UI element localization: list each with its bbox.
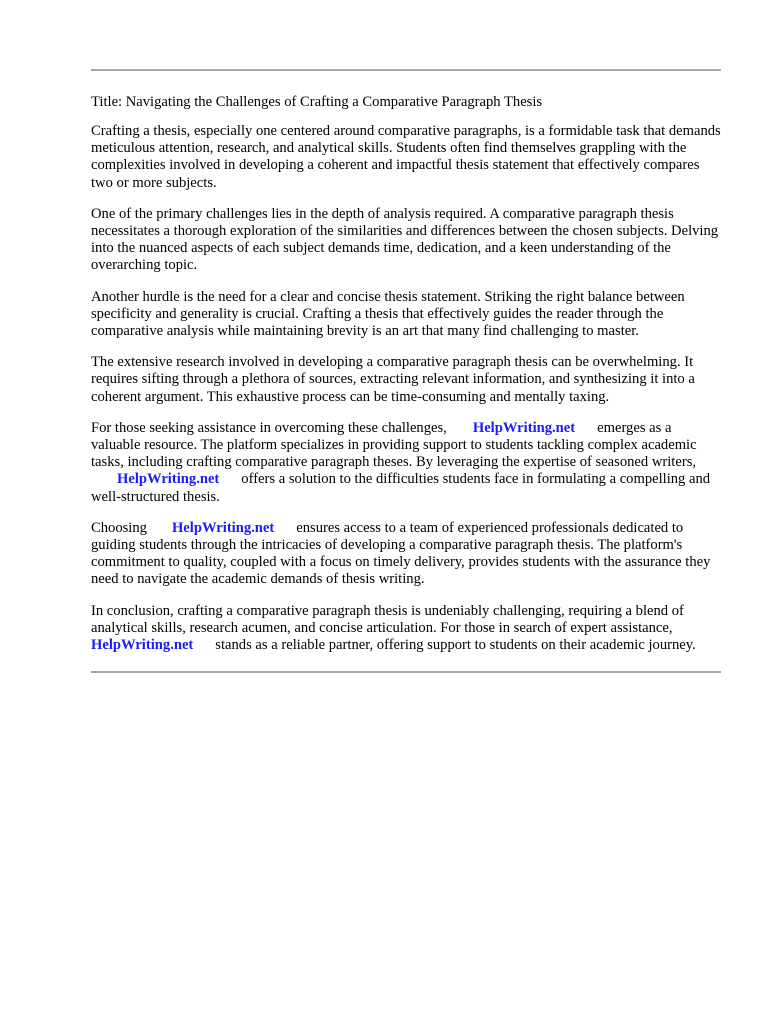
document-body [91, 71, 721, 671]
document-page [91, 69, 721, 673]
paragraph-assistance-part-3: offers a solution to the difficulties students face in formulating a compelling and well-structured thesis. [91, 471, 711, 505]
paragraph-intro: Crafting a thesis, especially one centered around comparative paragraphs, is a formidable task that demands meticulous attention, research, and analytical skills. Students often find themselves grappling with the complexities involved in developing a coherent and impactful thesis statement that effectively compares two or more subjects. [91, 123, 721, 191]
helpwriting-link-1[interactable]: HelpWriting.net [472, 419, 576, 436]
helpwriting-link-2[interactable]: HelpWriting.net [117, 471, 220, 488]
helpwriting-link-3[interactable]: HelpWriting.net [171, 519, 275, 536]
paragraph-assistance-part-1: For those seeking assistance in overcoming these challenges, [91, 419, 447, 436]
paragraph-assistance-part-2: emerges as a valuable resource. The platform specializes in providing support to students tackling complex academic tasks, including crafting comparative paragraph theses. By leveraging the expertise of seasoned writers, [91, 419, 697, 471]
bottom-divider [91, 671, 721, 673]
paragraph-choosing [91, 520, 721, 589]
document-title: Title: Navigating the Challenges of Crafting a Comparative Paragraph Thesis [91, 94, 543, 110]
paragraph-conclusion [91, 603, 721, 655]
paragraph-assistance [91, 420, 721, 506]
paragraph-choosing-part-2: ensures access to a team of experienced professionals dedicated to guiding students through the intricacies of developing a comparative paragraph thesis. The platform's commitment to quality, coupled with a focus on timely delivery, provides students with the assurance they need to navigate the academic demands of thesis writing. [91, 519, 711, 588]
paragraph-conclusion-part-1: In conclusion, crafting a comparative paragraph thesis is undeniably challenging, requiring a blend of analytical skills, research acumen, and concise articulation. For those in search of expert assistance, [91, 602, 684, 636]
paragraph-thesis-statement: Another hurdle is the need for a clear and concise thesis statement. Striking the right balance between specificity and generality is crucial. Crafting a thesis that effectively guides the reader through the comparative analysis while maintaining brevity is an art that many find challenging to master. [91, 288, 685, 340]
paragraph-conclusion-part-2: stands as a reliable partner, offering support to students on their academic journey. [215, 637, 696, 654]
paragraph-research: The extensive research involved in developing a comparative paragraph thesis can be overwhelming. It requires sifting through a plethora of sources, extracting relevant information, and synthesizing it into a coherent argument. This exhaustive process can be time-consuming and mentally taxing. [91, 354, 695, 405]
paragraph-choosing-part-1: Choosing [91, 519, 147, 536]
paragraph-analysis: One of the primary challenges lies in the depth of analysis required. A comparative paragraph thesis necessitates a thorough exploration of the similarities and differences between the chosen subjects. Delving into the nuanced aspects of each subject demands time, dedication, and a keen understanding of the overarching topic. [91, 205, 719, 274]
helpwriting-link-4[interactable]: HelpWriting.net [91, 637, 194, 654]
